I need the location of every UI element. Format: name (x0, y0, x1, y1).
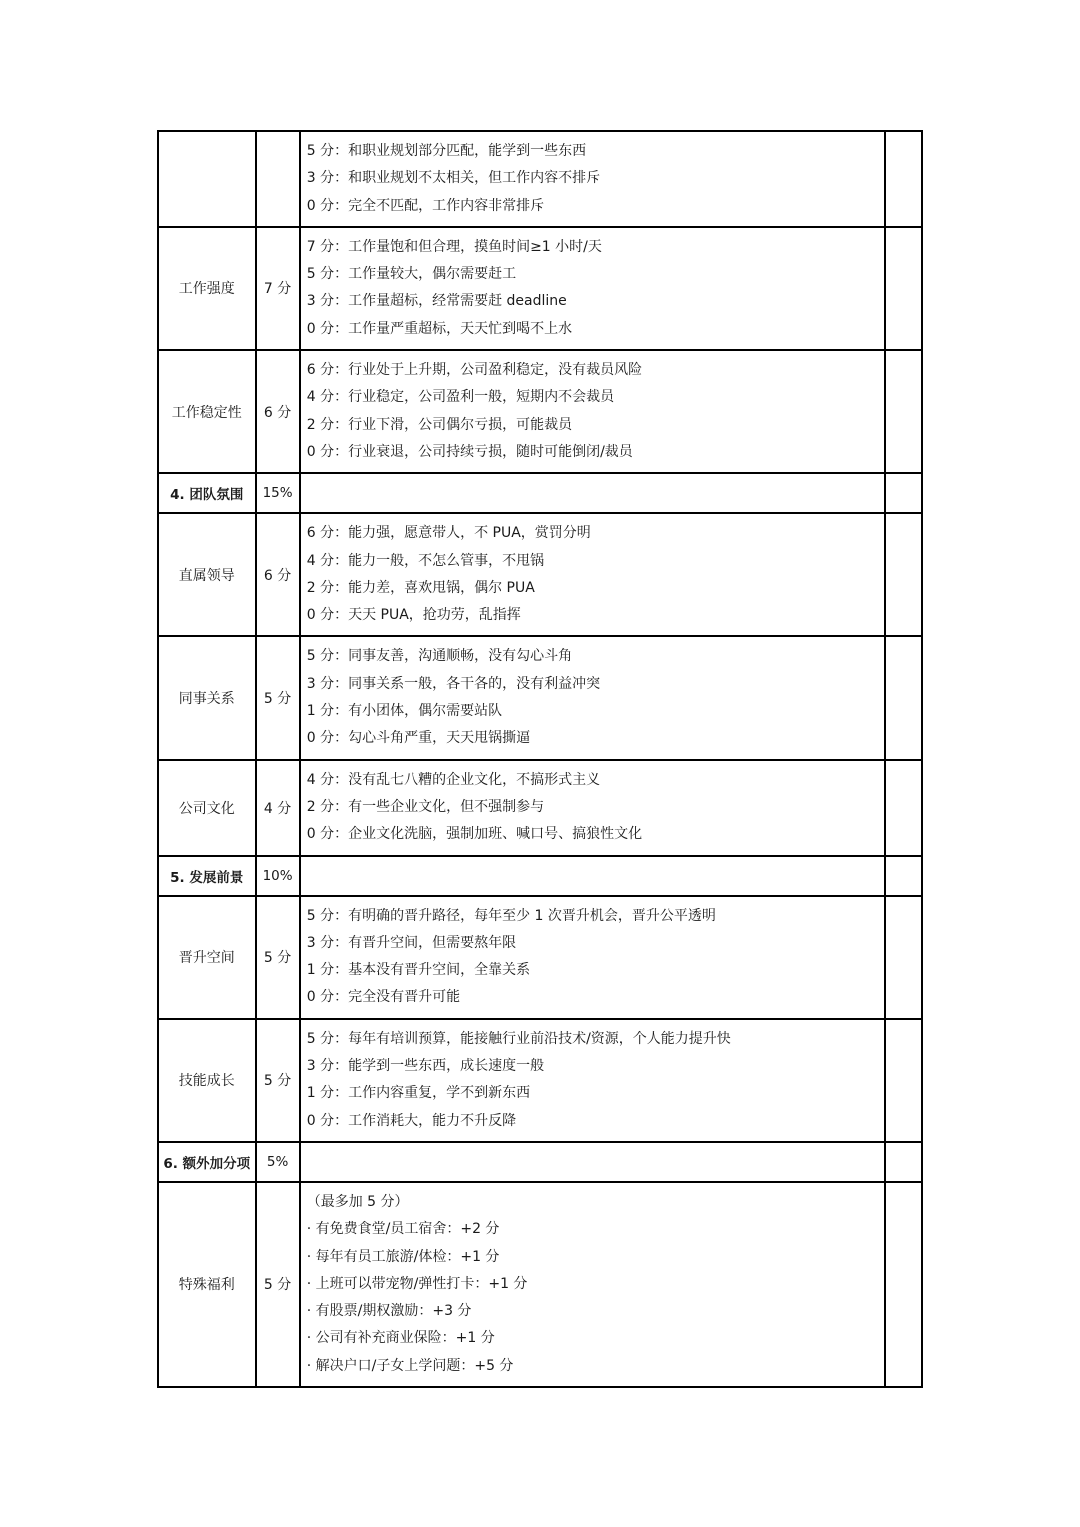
score-cell[interactable] (885, 760, 922, 856)
criterion-level: 2 分：行业下滑，公司偶尔亏损，可能裁员 (306, 416, 573, 433)
section-row (158, 856, 922, 896)
criterion-weight: 7 分 (256, 227, 300, 350)
score-cell[interactable] (885, 636, 922, 759)
criterion-weight: 5 分 (256, 896, 300, 1019)
criterion-levels (300, 131, 885, 227)
section-row (158, 1142, 922, 1182)
section-title: 6. 额外加分项 (158, 1142, 256, 1182)
criterion-name: 直属领导 (158, 513, 256, 636)
criterion-levels (300, 896, 885, 1019)
table-row (158, 350, 922, 473)
bonus-note: （最多加 5 分） (306, 1193, 409, 1210)
criterion-level: 0 分：行业衰退，公司持续亏损，随时可能倒闭/裁员 (306, 443, 633, 460)
criterion-level: 0 分：完全不匹配，工作内容非常排斥 (306, 197, 545, 214)
criterion-levels (300, 636, 885, 759)
table-row (158, 760, 922, 856)
section-criteria-blank (300, 473, 885, 513)
criterion-name: 工作强度 (158, 227, 256, 350)
table-row (158, 1182, 922, 1387)
criterion-level: 5 分：每年有培训预算，能接触行业前沿技术/资源，个人能力提升快 (306, 1030, 731, 1047)
bonus-item: · 有股票/期权激励：+3 分 (306, 1303, 472, 1320)
criterion-level: 4 分：没有乱七八糟的企业文化，不搞形式主义 (306, 771, 601, 788)
score-cell[interactable] (885, 473, 922, 513)
criterion-level: 0 分：工作量严重超标，天天忙到喝不上水 (306, 320, 573, 337)
criterion-level: 2 分：有一些企业文化，但不强制参与 (306, 798, 545, 815)
score-cell[interactable] (885, 1019, 922, 1142)
score-cell[interactable] (885, 513, 922, 636)
criterion-level: 7 分：工作量饱和但合理，摸鱼时间≥1 小时/天 (306, 238, 602, 255)
criterion-weight: 5 分 (256, 1019, 300, 1142)
criterion-weight: 6 分 (256, 513, 300, 636)
criterion-level: 3 分：能学到一些东西，成长速度一般 (306, 1058, 545, 1075)
section-weight: 15% (256, 473, 300, 513)
criterion-level: 5 分：有明确的晋升路径，每年至少 1 次晋升机会，晋升公平透明 (306, 907, 716, 924)
criterion-level: 5 分：工作量较大，偶尔需要赶工 (306, 266, 517, 283)
section-title: 4. 团队氛围 (158, 473, 256, 513)
criterion-level: 3 分：和职业规划不太相关，但工作内容不排斥 (306, 170, 601, 187)
score-cell[interactable] (885, 856, 922, 896)
criterion-level: 0 分：完全没有晋升可能 (306, 989, 461, 1006)
criterion-level: 0 分：工作消耗大，能力不升反降 (306, 1112, 517, 1129)
bonus-item: · 公司有补充商业保险：+1 分 (306, 1330, 495, 1347)
section-title: 5. 发展前景 (158, 856, 256, 896)
criterion-levels (300, 350, 885, 473)
criterion-name (158, 131, 256, 227)
criterion-levels (300, 513, 885, 636)
section-criteria-blank (300, 1142, 885, 1182)
criterion-name: 特殊福利 (158, 1182, 256, 1387)
section-weight: 5% (256, 1142, 300, 1182)
criterion-weight (256, 131, 300, 227)
criterion-level: 0 分：企业文化洗脑，强制加班、喊口号、搞狼性文化 (306, 826, 643, 843)
criterion-name: 晋升空间 (158, 896, 256, 1019)
section-criteria-blank (300, 856, 885, 896)
criterion-weight: 6 分 (256, 350, 300, 473)
score-cell[interactable] (885, 131, 922, 227)
criterion-level: 5 分：和职业规划部分匹配，能学到一些东西 (306, 143, 587, 159)
table-row (158, 131, 922, 227)
criterion-name: 同事关系 (158, 636, 256, 759)
criterion-weight: 4 分 (256, 760, 300, 856)
bonus-item: · 有免费食堂/员工宿舍：+2 分 (306, 1221, 500, 1238)
criterion-levels (300, 760, 885, 856)
criterion-name: 公司文化 (158, 760, 256, 856)
criterion-weight: 5 分 (256, 1182, 300, 1387)
table-row (158, 1019, 922, 1142)
criterion-level: 6 分：能力强，愿意带人，不 PUA，赏罚分明 (306, 525, 591, 542)
scoring-table (157, 130, 923, 1388)
section-weight: 10% (256, 856, 300, 896)
table-row (158, 636, 922, 759)
bonus-item: · 解决户口/子女上学问题：+5 分 (306, 1357, 514, 1374)
bonus-item: · 每年有员工旅游/体检：+1 分 (306, 1248, 500, 1265)
criterion-level: 4 分：行业稳定，公司盈利一般，短期内不会裁员 (306, 389, 615, 406)
criterion-name: 工作稳定性 (158, 350, 256, 473)
score-cell[interactable] (885, 350, 922, 473)
criterion-level: 5 分：同事友善，沟通顺畅，没有勾心斗角 (306, 648, 573, 665)
criterion-level: 3 分：同事关系一般，各干各的，没有利益冲突 (306, 675, 601, 692)
criterion-level: 0 分：天天 PUA，抢功劳，乱指挥 (306, 607, 521, 624)
criterion-levels (300, 227, 885, 350)
section-row (158, 473, 922, 513)
score-cell[interactable] (885, 227, 922, 350)
table-row (158, 227, 922, 350)
criterion-name: 技能成长 (158, 1019, 256, 1142)
criterion-levels (300, 1182, 885, 1387)
score-cell[interactable] (885, 896, 922, 1019)
criterion-level: 1 分：有小团体，偶尔需要站队 (306, 703, 503, 720)
criterion-level: 3 分：工作量超标，经常需要赶 deadline (306, 293, 567, 310)
table-row (158, 513, 922, 636)
criterion-level: 2 分：能力差，喜欢甩锅，偶尔 PUA (306, 579, 535, 596)
criterion-levels (300, 1019, 885, 1142)
criterion-level: 4 分：能力一般，不怎么管事，不甩锅 (306, 552, 545, 569)
score-cell[interactable] (885, 1142, 922, 1182)
criterion-level: 0 分：勾心斗角严重，天天甩锅撕逼 (306, 730, 531, 747)
criterion-level: 1 分：工作内容重复，学不到新东西 (306, 1085, 531, 1102)
criterion-level: 3 分：有晋升空间，但需要熬年限 (306, 934, 517, 951)
bonus-item: · 上班可以带宠物/弹性打卡：+1 分 (306, 1275, 528, 1292)
criterion-level: 1 分：基本没有晋升空间，全靠关系 (306, 962, 531, 979)
criterion-weight: 5 分 (256, 636, 300, 759)
criterion-level: 6 分：行业处于上升期，公司盈利稳定，没有裁员风险 (306, 362, 643, 379)
score-cell[interactable] (885, 1182, 922, 1387)
table-row (158, 896, 922, 1019)
